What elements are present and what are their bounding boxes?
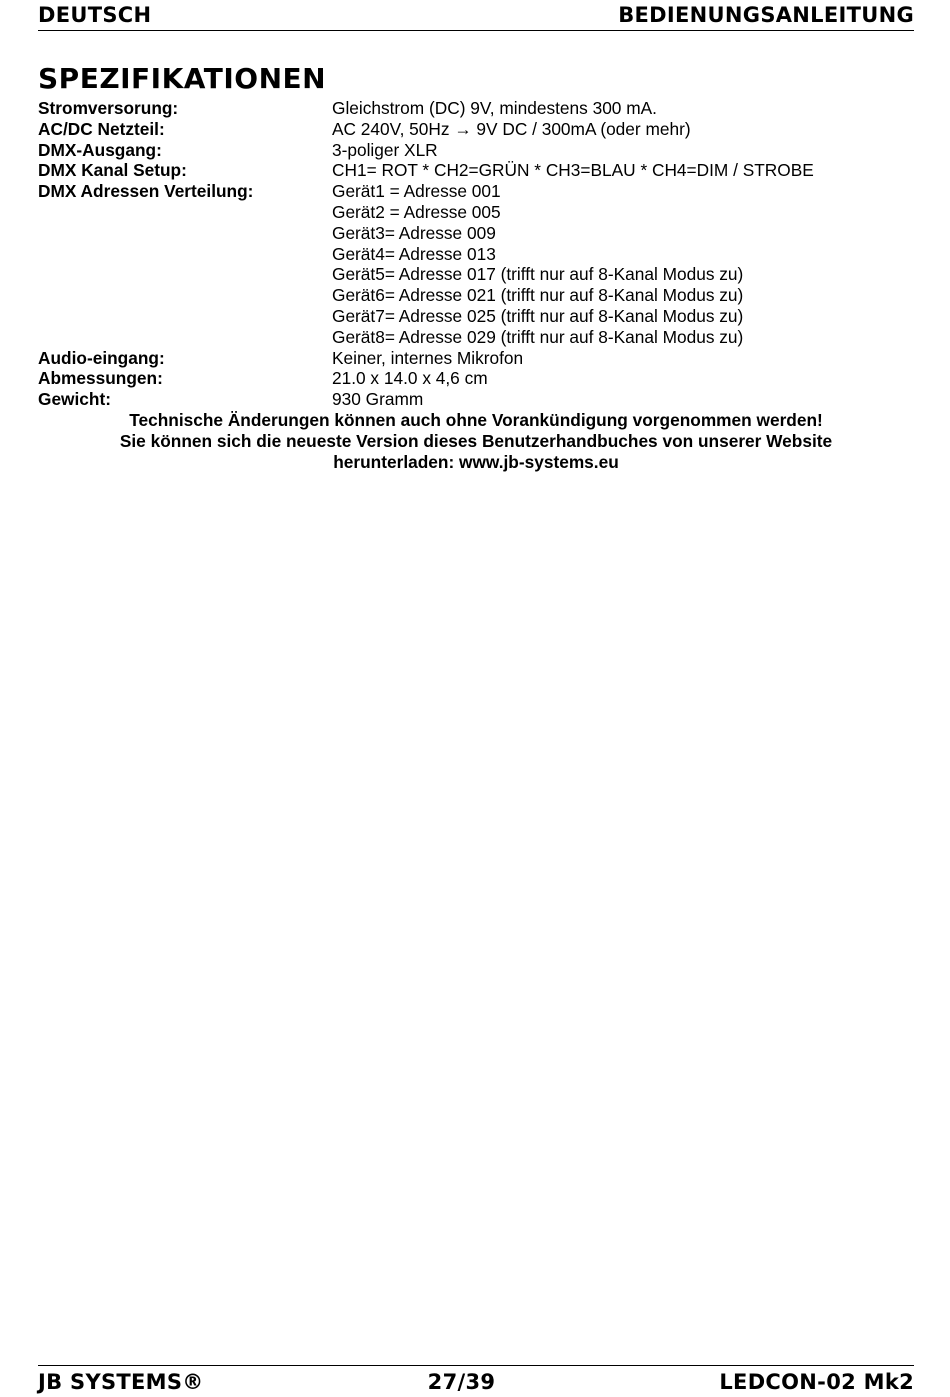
spec-row: [38, 348, 814, 369]
spec-value: 21.0 x 14.0 x 4,6 cm: [332, 368, 488, 389]
spec-label: DMX-Ausgang:: [38, 139, 162, 160]
note-changes: Technische Änderungen können auch ohne Vorankündigung vorgenommen werden!: [129, 409, 823, 430]
spec-value: Gerät4= Adresse 013: [332, 243, 496, 264]
spec-row: [38, 368, 814, 389]
spec-label: Abmessungen:: [38, 368, 163, 389]
spec-row: [38, 389, 814, 410]
spec-value: Gerät3= Adresse 009: [332, 222, 496, 243]
spec-table: [38, 98, 814, 410]
spec-row: [38, 306, 814, 327]
spec-label: [38, 285, 332, 306]
spec-label: DMX Adressen Verteilung:: [38, 181, 254, 202]
page-footer: [38, 1365, 914, 1397]
spec-label: AC/DC Netzteil:: [38, 118, 165, 139]
spec-row: [38, 264, 814, 285]
spec-label: Gewicht:: [38, 389, 111, 410]
spec-row: [38, 223, 814, 244]
spec-label: [38, 202, 332, 223]
spec-label: [38, 306, 332, 327]
spec-row: [38, 244, 814, 265]
spec-value: Keiner, internes Mikrofon: [332, 347, 524, 368]
spec-label: Stromversorung:: [38, 98, 179, 118]
spec-value: Gerät2 = Adresse 005: [332, 201, 501, 222]
spec-row: [38, 119, 814, 140]
spec-row: [38, 181, 814, 202]
spec-label: DMX Kanal Setup:: [38, 160, 187, 181]
spec-value: 3-poliger XLR: [332, 139, 438, 160]
spec-value: CH1= ROT * CH2=GRÜN * CH3=BLAU * CH4=DIM / STROBE: [332, 160, 814, 181]
header-language: DEUTSCH: [38, 3, 152, 27]
spec-row: [38, 285, 814, 306]
spec-value: Gerät6= Adresse 021 (trifft nur auf 8-Kanal Modus zu): [332, 285, 744, 306]
section-title: SPEZIFIKATIONEN: [38, 62, 327, 95]
spec-value: Gerät8= Adresse 029 (trifft nur auf 8-Kanal Modus zu): [332, 326, 744, 347]
spec-value: Gleichstrom (DC) 9V, mindestens 300 mA.: [332, 98, 657, 118]
spec-value: Gerät5= Adresse 017 (trifft nur auf 8-Kanal Modus zu): [332, 264, 744, 285]
spec-row: [38, 202, 814, 223]
spec-label: [38, 264, 332, 285]
spec-row: [38, 98, 814, 119]
spec-row: [38, 327, 814, 348]
footer-model: LEDCON-02 Mk2: [719, 1370, 914, 1394]
page-header: [38, 0, 914, 31]
spec-value: 930 Gramm: [332, 389, 424, 410]
spec-value: Gerät7= Adresse 025 (trifft nur auf 8-Kanal Modus zu): [332, 305, 744, 326]
spec-row: [38, 140, 814, 161]
spec-label: [38, 327, 332, 348]
note-download-link: herunterladen: www.jb-systems.eu: [333, 451, 619, 472]
spec-value: Gerät1 = Adresse 001: [332, 181, 501, 202]
spec-row: [38, 160, 814, 181]
header-doc-type: BEDIENUNGSANLEITUNG: [618, 3, 914, 27]
spec-label: Audio-eingang:: [38, 347, 165, 368]
note-website: Sie können sich die neueste Version dieses Benutzerhandbuches von unserer Website: [119, 430, 833, 451]
page-number: 27/39: [427, 1370, 496, 1394]
spec-label: [38, 244, 332, 265]
spec-label: [38, 223, 332, 244]
spec-value: AC 240V, 50Hz → 9V DC / 300mA (oder mehr): [332, 118, 691, 139]
page-content: [38, 62, 914, 472]
footer-brand: JB SYSTEMS®: [38, 1370, 204, 1394]
